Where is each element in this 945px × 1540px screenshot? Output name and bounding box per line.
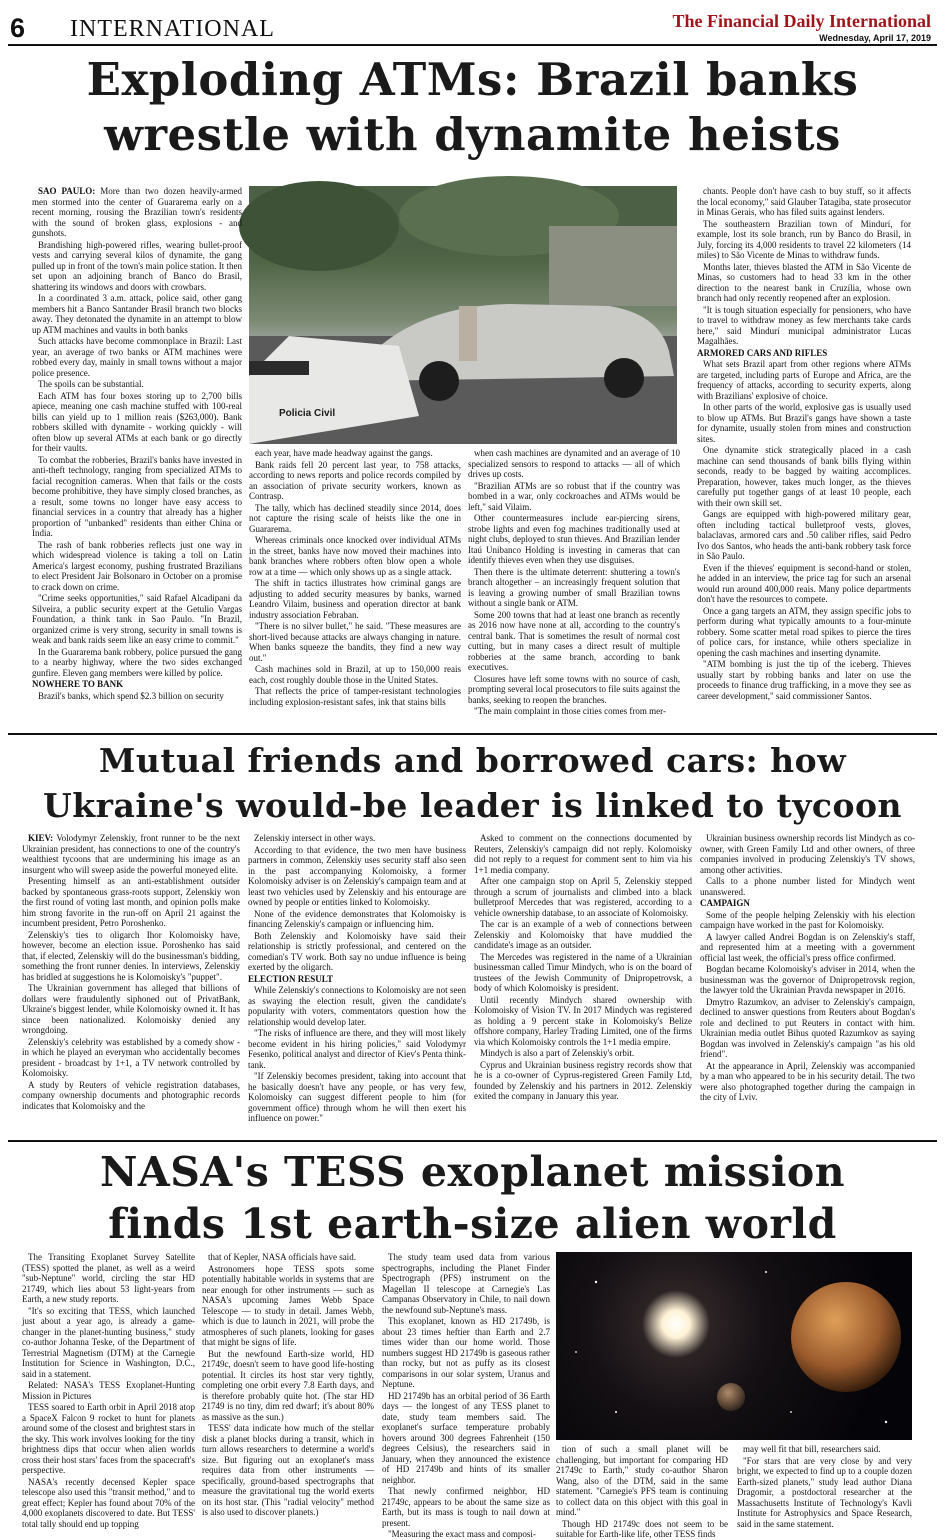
paragraph: Closures have left some towns with no source of cash, prompting several local prosecutors to file suits against the banks, seeking to reopen the branches. <box>468 673 680 705</box>
paragraph: Cyprus and Ukrainian business registry records show that he is a co-owner of Cyprus-registered Green Family Ltd, founded by Zelenskiy and his partners in 2012. Zelenskiy exited the company in January this year. <box>474 1059 692 1101</box>
wheel <box>604 358 644 398</box>
paragraph: Some 200 towns that had at least one branch as recently as 2016 now have none at all, according to the country's central bank. That is sometimes the result of normal cost cutting, but in many cases a direct result of multiple robberies at the same branch, according to bank executives. <box>468 609 680 672</box>
paragraph: Such attacks have become commonplace in Brazil: Last year, an average of two banks or ATM machines were robbed every day, mainly in small towns without a major police presence. <box>32 336 242 378</box>
paragraph: What sets Brazil apart from other regions where ATMs are targeted, including parts of Europe and Africa, are the frequency of attacks, according to security experts, along with Brazilians' explosive of choice. <box>697 359 911 401</box>
article3-headline-line2: finds 1st earth-size alien world <box>108 1200 837 1248</box>
article3-photo <box>556 1252 912 1440</box>
paragraph: One dynamite stick strategically placed in a cash machine can send thousands of bank bills flying within seconds, ready to be bagged by waiting accomplices. Preparation, however, takes much longer, as the thieves carefully put together gangs of at least 10 people, each with their own skill set. <box>697 445 911 508</box>
paragraph: After one campaign stop on April 5, Zelenskiy stepped through a scrum of journalists and climbed into a black bulletproof Mercedes that was registered, according to a vehicle ownership database, to an associate of Kolomoisky. <box>474 876 692 918</box>
star-dot <box>575 1351 577 1353</box>
paragraph: Volodymyr Zelenskiy, front runner to be the next Ukrainian president, has connections to one of the country's wealthiest tycoons that are undermining his image as an insurgent who will sweep aside the powerful moneyed elite. <box>22 833 240 875</box>
paragraph: A lawyer called Andrei Bogdan is on Zelenskiy's staff, and represented him at a meeting with a government official last week, the official's press office confirmed. <box>700 931 915 963</box>
exoplanet-illustration <box>556 1252 912 1440</box>
paragraph: Until recently Mindych shared ownership with Kolomoisky of Vision TV. In 2017 Mindych was registered as holding a 9 percent stake in Kolomoisky's Belize offshore company, Harley Trading Limited, one of the firms via which Kolomoisky controls the 1+1 media empire. <box>474 994 692 1047</box>
subhead: ARMORED CARS AND RIFLES <box>697 347 828 358</box>
paragraph: The study team used data from various spectrographs, including the Planet Finder Spectrograph (PFS) instrument on the Magellan II telescope at Carnegie's Las Campanas Observatory in Chile, to nail down the newfound sub-Neptune's mass. <box>382 1252 550 1315</box>
paragraph: Dmytro Razumkov, an adviser to Zelenskiy's campaign, declined to answer questions from Reuters about Bogdan's role and declined to put Reuters in contact with him. Ukrainian media outlet Bihus quoted Razumkov as saying Bogdan was involved in Zelenskiy's campaign "as his old friend". <box>700 996 915 1059</box>
paragraph: Whereas criminals once knocked over individual ATMs in the street, banks have now moved their machines into bank branches where robbers often blow open a whole row at a time — which only shows up as a single attack. <box>249 535 461 577</box>
person <box>459 306 477 361</box>
paragraph: In other parts of the world, explosive gas is usually used to blow up ATMs. But Brazil's gangs have shown a taste for dynamite, usually stolen from mines and construction sites. <box>697 402 911 444</box>
paragraph: may well fit that bill, researchers said. <box>743 1444 881 1454</box>
paragraph: Some of the people helping Zelenskiy with his election campaign have worked in the past for Kolomoisky. <box>700 909 915 930</box>
paragraph: "ATM bombing is just the tip of the iceberg. Thieves usually start by robbing banks and later on use the proceeds to finance drug trafficking, in a move they see as career development," said commissioner Santos. <box>697 659 911 701</box>
paragraph: Brazil's banks, which spend $2.3 billion on security <box>38 690 224 701</box>
subhead: CAMPAIGN <box>700 898 750 908</box>
paragraph: NASA's recently decensed Kepler space telescope also used this "transit method," and to great effect; Kepler has found about 70% of the 4,000 exoplanets discovered to date. But TESS' total tally should end up topping <box>22 1476 195 1529</box>
paragraph: "There is no silver bullet," he said. "These measures are short-lived because attacks are always changing in nature. When banks squeeze the bandits, they find a new way out." <box>249 621 461 663</box>
street-scene-illustration <box>249 186 677 444</box>
article1-col3 <box>468 448 680 726</box>
paragraph: Presenting himself as an anti-establishment outsider backed by spontaneous grass-roots support, Zelenskiy won the first round of voting last month, and opinion polls make him strong favorite in the run-off on April 21 against the incumbent president, Petro Poroshenko. <box>22 876 240 928</box>
paragraph: "Measuring the exact mass and composi- <box>388 1529 536 1539</box>
paragraph: Astronomers hope TESS spots some potentially habitable worlds in systems that are near enough for other instruments — such as NASA's upcoming James Webb Space Telescope — to study in detail. James Webb, which is due to launch in 2021, will probe the atmospheres of such planets, looking for gases that might be signs of life. <box>202 1263 374 1347</box>
article3-col4 <box>556 1444 728 1539</box>
star-dot <box>790 1411 792 1413</box>
paragraph: To combat the robberies, Brazil's banks have invested in anti-theft technology, ranging from specialized ATMs to facial recognition cameras. When that fails or the costs become prohibitive, they have simply closed branches, as a result, some towns no longer have easy access to financial services in a country that already has a higher proportion of "unbanked" residents than either China or India. <box>32 454 242 538</box>
article2-col3 <box>474 833 692 1133</box>
paragraph: TESS' data indicate how much of the stellar disk a planet blocks during a transit, which in turn allows researchers to determine a world's size. But figuring out an exoplanet's mass requires data from other instruments — specifically, ground-based spectrographs that measure the gravitational tug the world exerts on its host star. (This "radial velocity" method is also used to discover planets.) <box>202 1423 374 1517</box>
paragraph: At the appearance in April, Zelenskiy was accompanied by a man who appeared to be in his security detail. The two were also photographed together during the campaign in the city of Lviv. <box>700 1060 915 1102</box>
article3-col2 <box>202 1252 374 1522</box>
article1-headline <box>8 52 937 162</box>
paragraph: More than two dozen heavily-armed men stormed into the center of Guararema early on a recent morning, rousing the Brazilian town's residents with the sound of broken glass, explosions - and gunshots. <box>32 186 243 238</box>
paragraph: The Ukrainian government has alleged that billions of dollars were fraudulently siphoned out of PrivatBank, Ukraine's biggest lender, while Kolomoisky owned it. It has since been nationalized. Kolomoisky denied any wrongdoing. <box>22 983 240 1035</box>
small-planet <box>717 1383 745 1411</box>
subhead: NOWHERE TO BANK <box>32 679 124 689</box>
issue-date: Wednesday, April 17, 2019 <box>819 33 931 43</box>
paragraph: Zelenskiy's celebrity was established by a comedy show - in which he played an everyman who accidentally becomes president - broadcast by 1+1, a TV network controlled by Kolomoisky. <box>22 1036 240 1078</box>
paragraph: But the newfound Earth-size world, HD 21749c, doesn't seem to have good life-hosting potential. It circles its host star very tightly, completing one orbit every 7.8 Earth days, and is therefore probably quite hot. (The star HD 21749 is no tiny, dim red dwarf; it's about 80% as massive as the sun.) <box>202 1348 374 1422</box>
paragraph: "If Zelenskiy becomes president, taking into account that he basically doesn't have any people, or has very few, Kolomoisky can suggest different people to him (for government office) through whom he will then exert his influence on power." <box>248 1071 466 1123</box>
article2-col2 <box>248 833 466 1133</box>
paragraph: Asked to comment on the connections documented by Reuters, Zelenskiy's campaign did not reply. Kolomoisky did not reply to a request for comment sent to him via his 1+1 media company. <box>474 833 692 875</box>
paragraph: The shift in tactics illustrates how criminal gangs are adjusting to added security measures by banks, warned Leandro Vilaim, business and operation director at bank industry association Febraban. <box>249 578 461 620</box>
police-car-stripe <box>249 361 309 375</box>
paragraph: That newly confirmed neighbor, HD 21749c, appears to be about the same size as Earth, but its mass is tough to nail down at present. <box>382 1486 550 1528</box>
star-dot <box>595 1281 597 1283</box>
paragraph: Each ATM has four boxes storing up to 2,700 bills apiece, meaning one cash machine stuffed with 100-real bills can yield up to 1 million reais ($263,000). Bank robbers skilled with dynamite - working quickly - will often blow up several ATMs at each bank or go directly for their vaults. <box>32 390 242 453</box>
paragraph: each year, have made headway against the gangs. <box>255 448 433 458</box>
paragraph: Months later, thieves blasted the ATM in São Vicente de Minas, so customers had to head 33 km in the other direction to the nearest bank in Cruzília, whose own branch had only recently reopened after an explosion. <box>697 261 911 303</box>
article1-headline-line2: wrestle with dynamite heists <box>104 108 841 161</box>
paragraph: Zelenskiy's ties to oligarch Ihor Kolomoisky have, however, become an election issue. Poroshenko has said that, if elected, Zelenskiy will do the businessman's bidding, something the front runner denies. In interviews, Zelenskiy has bridled at suggestions he is Kolomoisky's "puppet". <box>22 929 240 982</box>
article2-col1 <box>22 833 240 1133</box>
article3-headline-line1: NASA's TESS exoplanet mission <box>99 1148 846 1196</box>
paragraph: The car is an example of a web of connections between Zelenskiy and Kolomoisky that have muddied the candidate's image as an outsider. <box>474 919 692 950</box>
dateline: SAO PAULO: <box>38 186 96 196</box>
article3-col5 <box>737 1444 912 1529</box>
paragraph: Once a gang targets an ATM, they assign specific jobs to perform during what typically amounts to a four-minute robbery. Some scatter metal road spikes to pierce the tires of police cars, for instance, while others specialize in opening the cash machines and inserting dynamite. <box>697 605 911 658</box>
paragraph: "Crime seeks opportunities," said Rafael Alcadipani da Silveira, a public security expert at the Getulio Vargas Foundation, a think tank in Sao Paulo. "In Brazil, organized crime is very strong, security in small towns is weak and bank raids seem like an easy crime to commit." <box>32 593 242 645</box>
article3-headline <box>8 1146 937 1250</box>
paragraph: Gangs are equipped with high-powered military gear, often including tactical bulletproof vests, gloves, balaclavas, armored cars and .50 caliber rifles, said Pedro Ivo dos Santos, who heads the anti-bank robbery task force in São Paulo. <box>697 509 911 561</box>
paragraph: "Brazilian ATMs are so robust that if the country was bombed in a war, only cockroaches and ATMs would be left," said Vilaim. <box>468 480 680 512</box>
paragraph: That reflects the price of tamper-resistant technologies including explosion-resistant safes, ink that stains bills <box>249 686 461 707</box>
paragraph: Other countermeasures include ear-piercing sirens, strobe lights and even fog machines traditionally used at night clubs, deployed to stun thieves. And Brazilian lender Itaú Unibanco Holding is investing in cameras that can identify thieves even when they use disguises. <box>468 513 680 565</box>
article1-col4 <box>697 186 911 726</box>
subhead: ELECTION RESULT <box>248 973 333 984</box>
paragraph: None of the evidence demonstrates that Kolomoisky is financing Zelenskiy's campaign or influencing him. <box>248 908 466 929</box>
police-sign: Policia Civil <box>279 408 336 419</box>
paragraph: Zelenskiy intersect in other ways. <box>254 833 376 843</box>
article3-col3 <box>382 1252 550 1539</box>
paragraph: While Zelenskiy's connections to Kolomoisky are not seen as swaying the election result, given the candidate's popularity with voters, commentators question how the relationship would develop later. <box>248 985 466 1027</box>
paragraph: "For stars that are very close by and very bright, we expected to find up to a couple dozen Earth-sized planets," study lead author Diana Dragomir, a postdoctoral researcher at the Massachusetts Institute of Technology's Kavli Institute for Astrophysics and Space Research, said in the same statement. <box>737 1455 912 1529</box>
star-dot <box>885 1421 887 1423</box>
paragraph: Bank raids fell 20 percent last year, to 758 attacks, according to news reports and police records compiled by an association of private security workers, known as Contrasp. <box>249 459 461 501</box>
star-dot <box>615 1411 617 1413</box>
section-title: INTERNATIONAL <box>70 16 275 42</box>
paragraph: This exoplanet, known as HD 21749b, is about 23 times heftier than Earth and 2.7 times wider than our home world. Those numbers suggest HD 21749b is gaseous rather than rocky, but not as puffy as its closest comparisons in our solar system, Uranus and Neptune. <box>382 1316 550 1389</box>
paragraph: when cash machines are dynamited and an average of 10 specialized sensors to respond to attacks — all of which drives up costs. <box>468 448 680 479</box>
paragraph: According to that evidence, the two men have business partners in common, Zelenskiy uses security staff also seen in the past accompanying Kolomoisky, a former Kolomoisky adviser is on Zelenskiy's campaign team and at least two vehicles used by Zelenskiy and his entourage are owned by people or entities linked to Kolomoisky. <box>248 844 466 907</box>
article2-headline <box>8 738 937 828</box>
article1-photo <box>249 186 677 444</box>
dateline: KIEV: <box>28 833 54 843</box>
paragraph: "The risks of influence are there, and they will most likely become evident in his hiring policies," said Volodymyr Fesenko, political analyst and director of Kiev's Penta think-tank. <box>248 1028 466 1070</box>
paragraph: Brandishing high-powered rifles, wearing bullet-proof vests and carrying several kilos of dynamite, the gang pulled up in front of the town's main police station. It then set upon an adjoining branch of Banco do Brasil, shattering its windows and doors with crowbars. <box>32 239 242 292</box>
page-number: 6 <box>10 13 26 43</box>
article-divider <box>8 733 937 735</box>
tree-shape <box>239 181 399 271</box>
masthead <box>672 10 931 44</box>
paragraph: The Mercedes was registered in the name of a Ukrainian businessman called Timur Mindych, who is on the board of trustees of the Jewish Community of Dnipropetrovsk, a body of which Kolomoisky is president. <box>474 951 692 993</box>
article2-headline-line2: Ukraine's would-be leader is linked to tycoon <box>42 786 903 825</box>
article3-col1 <box>22 1252 195 1529</box>
paragraph: The rash of bank robberies reflects just one way in which widespread violence is taking a toll on Latin America's largest economy, pushing frustrated Brazilians to elect President Jair Bolsonaro in October on a promise to crack down on crime. <box>32 539 242 592</box>
paragraph: In a coordinated 3 a.m. attack, police said, other gang members hit a Banco Santander Brasil branch two blocks away. They detonated the dynamite in an attempt to blow up ATM machines and vaults in both banks <box>32 293 242 335</box>
paragraph: Mindych is also a part of Zelenskiy's orbit. <box>480 1048 635 1058</box>
host-star <box>642 1290 710 1358</box>
paragraph: A study by Reuters of vehicle registration databases, company ownership documents and photographic records indicates that Kolomoisky and the <box>22 1079 240 1111</box>
paragraph: that of Kepler, NASA officials have said. <box>208 1252 356 1262</box>
paragraph: Even if the thieves' equipment is second-hand or stolen, he added in an interview, the price tag for such an arsenal would run around 400,000 reais. Many police departments don't have the resources to compete. <box>697 562 911 604</box>
article-divider <box>8 1140 937 1142</box>
paragraph: Ukrainian business ownership records list Mindych as co-owner, with Green Family Ltd and other owners, of three companies involved in producing Zelenskiy's TV shows, among other activities. <box>700 833 915 875</box>
paragraph: The spoils can be substantial. <box>38 379 144 389</box>
paragraph: The tally, which has declined steadily since 2014, does not capture the rising scale of heists like the one in Guararema. <box>249 502 461 534</box>
star-dot <box>765 1271 767 1273</box>
article1-headline-line1: Exploding ATMs: Brazil banks <box>86 53 859 106</box>
large-planet <box>791 1282 901 1392</box>
paragraph: "The main complaint in those cities comes from mer- <box>474 706 666 716</box>
article1-col2 <box>249 448 461 726</box>
paragraph: The southeastern Brazilian town of Mindurí, for example, lost its sole branch, run by Banco do Brasil, in July, forcing its 4,000 residents to travel 22 kilometers (14 miles) to São Vicente de Minas to withdraw funds. <box>697 218 911 260</box>
paragraph: TESS soared to Earth orbit in April 2018 atop a SpaceX Falcon 9 rocket to hunt for planets around some of the closest and brightest stars in the sky. This work involves looking for the tiny brightness dips that occur when alien worlds cross their host stars' faces from the spacecraft's perspective. <box>22 1402 195 1475</box>
article1-col1 <box>32 186 242 726</box>
wheel <box>419 361 459 401</box>
paragraph: Related: NASA's TESS Exoplanet-Hunting Mission in Pictures <box>22 1380 195 1401</box>
paragraph: Then there is the ultimate deterrent: shuttering a town's branch altogether – an increasingly frequent solution that is leaving a growing number of small Brazilian towns without a single bank or ATM. <box>468 566 680 608</box>
paper-name: The Financial Daily International <box>672 11 931 31</box>
paragraph: Though HD 21749c does not seem to be suitable for Earth-like life, other TESS finds <box>556 1518 728 1539</box>
paragraph: Calls to a phone number listed for Mindych went unanswered. <box>700 876 915 897</box>
paragraph: Both Zelenskiy and Kolomoisky have said their relationship is strictly professional, and centered on the comedian's TV work. Both say no undue influence is being exerted by the oligarch. <box>248 930 466 972</box>
article2-headline-line1: Mutual friends and borrowed cars: how <box>98 741 847 780</box>
article2-col4 <box>700 833 915 1133</box>
paragraph: "It's so exciting that TESS, which launched just about a year ago, is already a game-changer in the planet-hunting business," study co-author Johanna Teske, of the Department of Terrestrial Magnetism (DTM) at the Carnegie Institution for Science in Washington, D.C., said in a statement. <box>22 1305 195 1379</box>
masthead-rule <box>8 44 937 46</box>
paragraph: Cash machines sold in Brazil, at up to 150,000 reais each, cost roughly double those in the United States. <box>249 664 461 685</box>
building <box>549 226 677 306</box>
paragraph: "It is tough situation especially for pensioners, who have to travel to withdraw money as few merchants take cards here," said Mindurí municipal administrator Lucas Magalhães. <box>697 304 911 346</box>
paragraph: In the Guararema bank robbery, police pursued the gang to a nearby highway, where the two sides exchanged gunfire. Eleven gang members were killed by police. <box>32 646 242 678</box>
paragraph: tion of such a small planet will be challenging, but important for comparing HD 21749c to Earth," study co-author Sharon Wang, also of the DTM, said in the same statement. "Carnegie's PFS team is continuing to collect data on this object with this goal in mind." <box>556 1444 728 1517</box>
paragraph: Bogdan became Kolomoisky's adviser in 2014, when the businessman was the governor of Dnipropetrovsk region, the lawyer told the Ukrainian Pravda newspaper in 2016. <box>700 964 915 995</box>
paragraph: HD 21749b has an orbital period of 36 Earth days — the longest of any TESS planet to date, study team members said. The exoplanet's surface temperature probably hovers around 300 degrees Fahrenheit (150 degrees Celsius), the researchers said in January, when they announced the existence of HD 21749b and hints of its smaller neighbor. <box>382 1390 550 1485</box>
paragraph: The Transiting Exoplanet Survey Satellite (TESS) spotted the planet, as well as a weird "sub-Neptune" world, circling the star HD 21749, which lies about 53 light-years from Earth, a new study reports. <box>22 1252 195 1304</box>
paragraph: chants. People don't have cash to buy stuff, so it affects the local economy," said Glauber Tatagiba, state prosecutor in Minas Gerais, who has filed suits against lenders. <box>697 186 911 217</box>
